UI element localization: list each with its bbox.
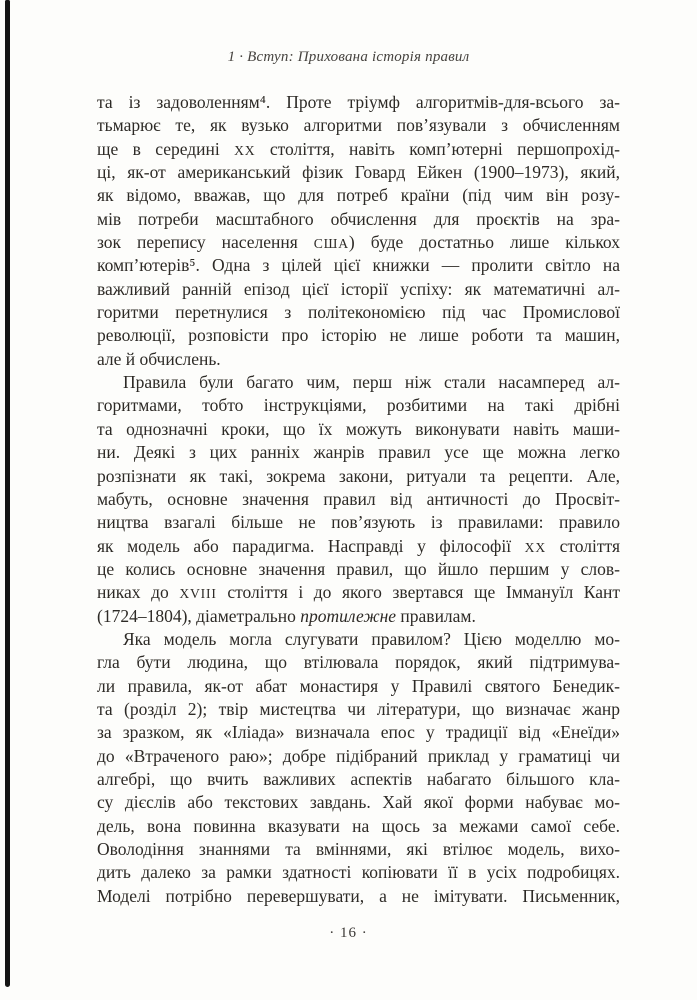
text-line: розпізнати як такі, зокрема закони, ритуали та рецепти. Але, [97, 465, 620, 486]
text-line: комп’ютерів⁵. Одна з цілей цієї книжки — пролити світло на [97, 255, 620, 276]
running-header: 1 · Вступ: Прихована історія правил [227, 49, 470, 65]
text-line: Оволодіння знаннями та вміннями, які втілює модель, вихо- [97, 839, 620, 859]
text-line: су дієслів або текстових завдань. Хай якої форми набуває мо- [97, 792, 620, 813]
text-line: ці, як-от американський фізик Говард Ейкен (1900–1973), який, [97, 162, 620, 183]
text-line: Моделі потрібно перевершувати, а не імітувати. Письменник, [97, 885, 620, 906]
text-line: мів потреби масштабного обчислення для проєктів на зра- [97, 208, 620, 229]
text-line: никах до XVIII століття і до якого звертався ще Іммануїл Кант [97, 582, 620, 603]
text-line: тьмарює те, як вузько алгоритми пов’язували з обчисленням [97, 115, 620, 136]
small-caps: XVIII [179, 586, 217, 602]
text-line: мабуть, основне значення правил від античності до Просвіт- [97, 488, 620, 509]
text-line: це колись основне значення правил, що йшло першим у слов- [97, 558, 620, 579]
text-line: революції, розповісти про історію не лише роботи та машин, [97, 325, 620, 346]
italic-word: протилежне [300, 605, 397, 626]
text-line: та однозначні кроки, що їх можуть виконувати навіть маши- [97, 418, 620, 439]
text-line: горитми перетнулися з політекономією під час Промислової [97, 302, 620, 323]
text-line: та із задоволенням⁴. Проте тріумф алгоритмів-для-всього за- [97, 92, 620, 112]
text-line: але й обчислень. [97, 348, 221, 369]
text-line: та (розділ 2); твір мистецтва чи літератури, що визначає жанр [97, 698, 620, 719]
paragraph [97, 91, 620, 371]
text-line: Правила були багато чим, перш ніж стали насамперед ал- [123, 372, 620, 393]
text-line: гла бути людина, що втілювала порядок, який підтримува- [97, 652, 620, 673]
page-number: · 16 · [329, 925, 368, 941]
text-line: важливий ранній епізод цієї історії успіху: як математичні ал- [97, 278, 620, 299]
scan-edge-line [5, 0, 10, 987]
page-body [97, 91, 620, 908]
text-line: ще в середині XX століття, навіть комп’ютерні першопрохід- [97, 138, 620, 159]
small-caps: США [313, 236, 349, 252]
text-line: як модель або парадигма. Насправді у філософії XX століття [97, 535, 620, 556]
paragraph [97, 628, 620, 908]
text-line: ництва взагалі більше не пов’язують із правилами: правило [97, 512, 620, 533]
text-line: алгебрі, що вчить важливих аспектів набагато більшого кла- [97, 768, 620, 789]
small-caps: XX [234, 142, 256, 158]
text-line: дель, вона повинна вказувати на щось за межами самої себе. [97, 815, 620, 836]
small-caps: XX [524, 539, 547, 555]
text-line: за зразком, як «Іліада» визначала епос у традиції від «Енеїди» [97, 722, 620, 743]
text-line: ли правила, як-от абат монастиря у Правилі святого Бенедик- [97, 675, 620, 696]
text-line: (1724–1804), діаметрально протилежне правилам. [97, 605, 476, 626]
text-line: як відомо, вважав, що для потреб країни (під чим він розу- [97, 185, 620, 206]
text-line: ни. Деякі з цих ранніх жанрів правил усе ще можна легко [97, 442, 620, 463]
text-line: горитмами, тобто інструкціями, розбитими на такі дрібні [97, 395, 620, 416]
text-line: до «Втраченого раю»; добре підібраний приклад у граматиці чи [97, 745, 620, 766]
text-line: зок перепису населення США) буде достатньо лише кількох [97, 232, 620, 253]
text-line: дить далеко за рамки здатності копіювати її в усіх подробицях. [97, 862, 620, 883]
paragraph [97, 371, 620, 628]
text-line: Яка модель могла слугувати правилом? Цією моделлю мо- [123, 628, 620, 649]
